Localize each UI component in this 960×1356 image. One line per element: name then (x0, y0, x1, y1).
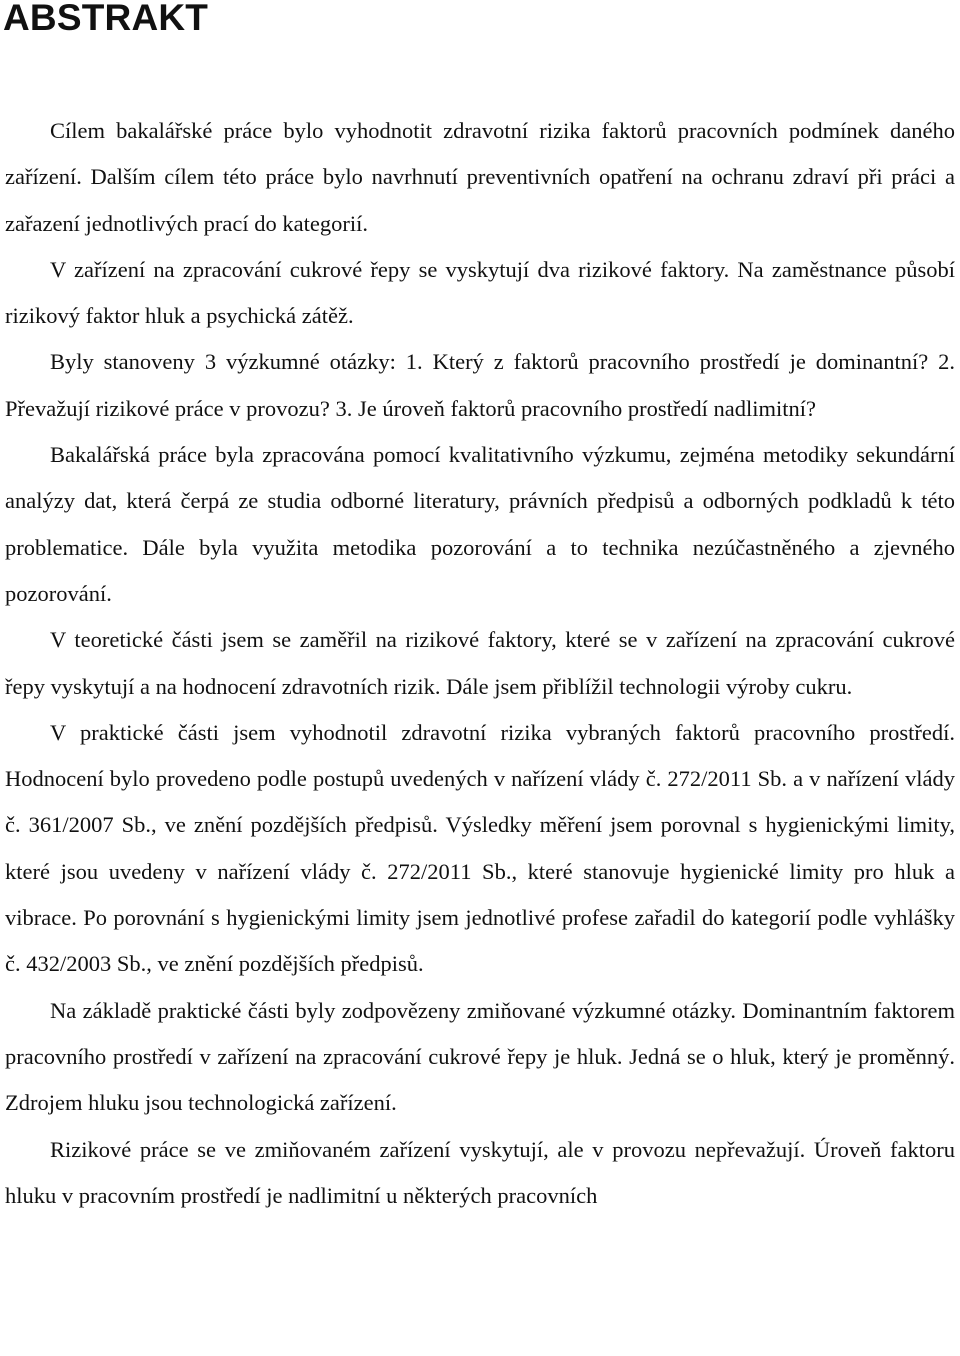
paragraph-results: Na základě praktické části byly zodpovězeny zmiňované výzkumné otázky. Dominantním faktorem pracovního prostředí v zařízení na zpracování cukrové řepy je hluk. Jedná se o hluk, který je proměnný. Zdrojem hluku jsou technologická zařízení. (5, 997, 955, 1116)
abstract-body (5, 108, 955, 1219)
paragraph-conclusion: Rizikové práce se ve zmiňovaném zařízení vyskytují, ale v provozu nepřevažují. Úroveň faktoru hluku v pracovním prostředí je nadlimitní u některých pracovních (5, 1136, 955, 1208)
paragraph-research-questions: Byly stanoveny 3 výzkumné otázky: 1. Který z faktorů pracovního prostředí je dominantní? 2. Převažují rizikové práce v provozu? 3. Je úroveň faktorů pracovního prostředí nadlimitní? (5, 349, 955, 421)
paragraph-risk-factors: V zařízení na zpracování cukrové řepy se vyskytují dva rizikové faktory. Na zaměstnance působí rizikový faktor hluk a psychická zátěž. (5, 256, 955, 329)
paragraph-theoretical-part: V teoretické části jsem se zaměřil na rizikové faktory, které se v zařízení na zpracování cukrové řepy vyskytují a na hodnocení zdravotních rizik. Dále jsem přiblížil technologii výroby cukru. (5, 627, 955, 699)
paragraph-practical-part: V praktické části jsem vyhodnotil zdravotní rizika vybraných faktorů pracovního prostředí. Hodnocení bylo provedeno podle postupů uvedených v nařízení vlády č. 272/2011 Sb. a v nařízení vlády č. 361/2007 Sb., ve znění pozdějších předpisů. Výsledky měření jsem porovnal s hygienickými limity, které jsou uvedeny v nařízení vlády č. 272/2011 Sb., které stanovuje hygienické limity pro hluk a vibrace. Po porovnání s hygienickými limity jsem jednotlivé profese zařadil do kategorií podle vyhlášky č. 432/2003 Sb., ve znění pozdějších předpisů. (5, 719, 955, 977)
paragraph-aim: Cílem bakalářské práce bylo vyhodnotit zdravotní rizika faktorů pracovních podmínek daného zařízení. Dalším cílem této práce bylo navrhnutí preventivních opatření na ochranu zdraví při práci a zařazení jednotlivých prací do kategorií. (5, 118, 955, 236)
document-heading: ABSTRAKT (3, 0, 209, 38)
paragraph-methodology: Bakalářská práce byla zpracována pomocí kvalitativního výzkumu, zejména metodiky sekundární analýzy dat, která čerpá ze studia odborné literatury, právních předpisů a odborných podkladů k této problematice. Dále byla využita metodika pozorování a to technika nezúčastněného a zjevného pozorování. (5, 442, 955, 606)
